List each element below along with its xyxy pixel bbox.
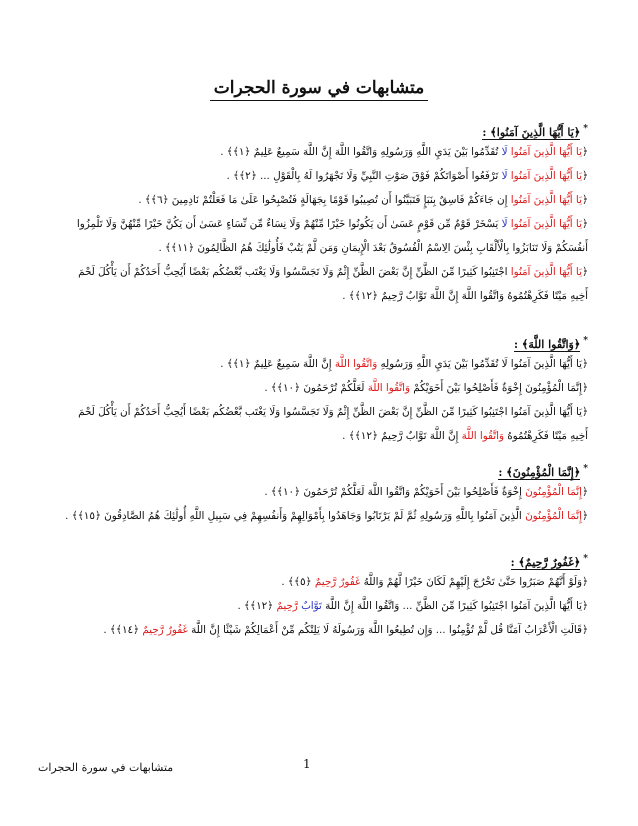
highlighted-phrase: إِنَّمَا الْمُؤْمِنُونَ (525, 486, 582, 498)
highlighted-phrase: وَاتَّقُوا اللَّهَ (461, 430, 504, 442)
section-innama-almuminun (52, 458, 588, 528)
verse-line (52, 284, 588, 308)
section-ya-ayyuha (52, 118, 588, 308)
verse-text: ﴿وَلَوْ أَنَّهُمْ صَبَرُوا حَتَّىٰ تَخْرُجَ إِلَيْهِمْ لَكَانَ خَيْرًا لَّهُمْ وَاللَّهُ (360, 576, 588, 588)
verse-line (52, 400, 588, 424)
verse-line (52, 424, 588, 448)
verse-line (52, 212, 588, 236)
section-heading (52, 118, 588, 140)
verse-text: يَسْخَرْ قَوْمٌ مِّن قَوْمٍ عَسَىٰ أَن يَكُونُوا خَيْرًا مِّنْهُمْ وَلَا نِسَاءٌ مِّن نِّسَاءٍ عَسَىٰ أَن يَكُنَّ خَيْرًا مِّنْهُنَّ وَلَا تَلْمِزُوا (76, 218, 502, 230)
page-title-text: متشابهات في سورة الحجرات (210, 78, 428, 101)
highlighted-phrase: غَفُورٌ رَّحِيمٌ (314, 576, 361, 588)
highlighted-phrase: يَا أَيُّهَا الَّذِينَ آمَنُوا (510, 146, 582, 158)
asterisk-icon: * (583, 464, 588, 474)
verse-text: ﴿ (581, 194, 588, 206)
verse-text: ﴿ (581, 486, 588, 498)
section-heading (52, 548, 588, 570)
footer-title: متشابهات في سورة الحجرات (38, 761, 174, 774)
verse-text: ﴿إِنَّمَا الْمُؤْمِنُونَ إِخْوَةٌ فَأَصْلِحُوا بَيْنَ أَخَوَيْكُمْ (409, 382, 588, 394)
verse-text: أَنفُسَكُمْ وَلَا تَنَابَزُوا بِالْأَلْقَابِ بِئْسَ الِاسْمُ الْفُسُوقُ بَعْدَ الْإِيمَانِ وَمَن لَّمْ يَتُبْ فَأُولَٰئِكَ هُمُ الظَّالِمُونَ ﴿١١﴾﴾ . (158, 242, 588, 254)
verse-line (52, 260, 588, 284)
verse-line (52, 352, 588, 376)
section-heading-text: ﴿إِنَّمَا الْمُؤْمِنُونَ﴾ : (498, 465, 581, 479)
highlighted-phrase: غَفُورٌ رَّحِيمٌ (142, 624, 188, 636)
section-heading (52, 458, 588, 480)
section-heading-text: ﴿غَفُورٌ رَّحِيمٌ﴾ : (510, 555, 581, 569)
highlighted-phrase: لَا (501, 146, 508, 158)
verse-line (52, 618, 588, 642)
verse-text: إِنَّ اللَّهَ سَمِيعٌ عَلِيمٌ ﴿١﴾﴾ . (220, 358, 335, 370)
section-heading (52, 330, 588, 352)
page-title (0, 78, 638, 98)
verse-text: اجْتَنِبُوا كَثِيرًا مِّنَ الظَّنِّ إِنَّ بَعْضَ الظَّنِّ إِثْمٌ وَلَا تَجَسَّسُوا وَلَا يَغْتَب بَّعْضُكُم بَعْضًا أَيُحِبُّ أَحَدُكُمْ أَن يَأْكُلَ لَحْمَ (78, 266, 511, 278)
highlighted-phrase: يَا أَيُّهَا الَّذِينَ آمَنُوا (510, 194, 582, 206)
verse-text: ﴿يَا أَيُّهَا الَّذِينَ آمَنُوا لَا تُقَدِّمُوا بَيْنَ يَدَيِ اللَّهِ وَرَسُولِهِ (377, 358, 588, 370)
verse-line (52, 594, 588, 618)
verse-line (52, 480, 588, 504)
asterisk-icon: * (583, 336, 588, 346)
verse-text: تَرْفَعُوا أَصْوَاتَكُمْ فَوْقَ صَوْتِ النَّبِيِّ وَلَا تَجْهَرُوا لَهُ بِالْقَوْلِ ... ﴿٢﴾﴾ . (226, 170, 502, 182)
verse-line (52, 570, 588, 594)
verse-text: الَّذِينَ آمَنُوا بِاللَّهِ وَرَسُولِهِ ثُمَّ لَمْ يَرْتَابُوا وَجَاهَدُوا بِأَمْوَالِهِمْ وَأَنفُسِهِمْ فِي سَبِيلِ اللَّهِ أُولَٰئِكَ هُمُ الصَّادِقُونَ ﴿١٥﴾﴾ . (65, 510, 526, 522)
verse-line (52, 504, 588, 528)
verse-text: ﴿٥﴾﴾ . (281, 576, 315, 588)
highlighted-phrase: رَّحِيمٌ (276, 600, 298, 612)
asterisk-icon: * (583, 554, 588, 564)
highlighted-phrase: يَا أَيُّهَا الَّذِينَ آمَنُوا (510, 218, 582, 230)
highlighted-phrase: يَا أَيُّهَا الَّذِينَ آمَنُوا (510, 170, 582, 182)
verse-text: ﴿١٤﴾﴾ . (103, 624, 143, 636)
highlighted-phrase: لَا (501, 218, 508, 230)
section-heading-text: ﴿يَا أَيُّهَا الَّذِينَ آمَنُوا﴾ : (482, 125, 581, 139)
verse-line (52, 188, 588, 212)
highlighted-phrase: تَوَّابٌ (301, 600, 322, 612)
highlighted-phrase: وَاتَّقُوا اللَّهَ (367, 382, 410, 394)
section-heading-text: ﴿وَاتَّقُوا اللَّهَ﴾ : (513, 337, 581, 351)
highlighted-phrase: يَا أَيُّهَا الَّذِينَ آمَنُوا (510, 266, 582, 278)
verse-line (52, 236, 588, 260)
highlighted-phrase: لَا (501, 170, 508, 182)
verse-line (52, 140, 588, 164)
verse-line (52, 376, 588, 400)
verse-text: ﴿يَا أَيُّهَا الَّذِينَ آمَنُوا اجْتَنِبُوا كَثِيرًا مِّنَ الظَّنِّ إِنَّ بَعْضَ الظَّنِّ إِثْمٌ وَلَا تَجَسَّسُوا وَلَا يَغْتَب بَّعْضُكُم بَعْضًا أَيُحِبُّ أَحَدُكُمْ أَن يَأْكُلَ لَحْمَ (78, 406, 588, 418)
verse-text: إِن جَاءَكُمْ فَاسِقٌ بِنَبَإٍ فَتَبَيَّنُوا أَن تُصِيبُوا قَوْمًا بِجَهَالَةٍ فَتُصْبِحُوا عَلَىٰ مَا فَعَلْتُمْ نَادِمِينَ ﴿٦﴾﴾ . (138, 194, 511, 206)
highlighted-phrase: وَاتَّقُوا اللَّهَ (334, 358, 378, 370)
section-wattaqu-allah (52, 330, 588, 448)
asterisk-icon: * (583, 124, 588, 134)
section-ghafur-rahim (52, 548, 588, 642)
verse-text: أَخِيهِ مَيْتًا فَكَرِهْتُمُوهُ وَاتَّقُوا اللَّهَ إِنَّ اللَّهَ تَوَّابٌ رَّحِيمٌ ﴿١٢﴾﴾ . (342, 290, 588, 302)
verse-text: إِخْوَةٌ فَأَصْلِحُوا بَيْنَ أَخَوَيْكُمْ وَاتَّقُوا اللَّهَ لَعَلَّكُمْ تُرْحَمُونَ ﴿١٠﴾﴾ . (264, 486, 526, 498)
verse-text: ﴿ (581, 218, 588, 230)
verse-text: ﴿ (581, 170, 588, 182)
verse-text: لَعَلَّكُمْ تُرْحَمُونَ ﴿١٠﴾﴾ . (264, 382, 368, 394)
verse-text: ﴿ (581, 266, 588, 278)
verse-text: ﴿ (581, 146, 588, 158)
verse-text: ﴿يَا أَيُّهَا الَّذِينَ آمَنُوا اجْتَنِبُوا كَثِيرًا مِّنَ الظَّنِّ ... وَاتَّقُوا اللَّهَ إِنَّ اللَّهَ (321, 600, 588, 612)
verse-line (52, 164, 588, 188)
verse-text: ﴿قَالَتِ الْأَعْرَابُ آمَنَّا قُل لَّمْ تُؤْمِنُوا ... وَإِن تُطِيعُوا اللَّهَ وَرَسُولَهُ لَا يَلِتْكُم مِّنْ أَعْمَالِكُمْ شَيْئًا إِنَّ اللَّهَ (187, 624, 588, 636)
verse-text: ﴿١٢﴾﴾ . (237, 600, 277, 612)
verse-text: إِنَّ اللَّهَ تَوَّابٌ رَّحِيمٌ ﴿١٢﴾﴾ . (342, 430, 462, 442)
page-number: 1 (303, 757, 311, 771)
verse-text: ﴿ (581, 510, 588, 522)
verse-text: تُقَدِّمُوا بَيْنَ يَدَيِ اللَّهِ وَرَسُولِهِ وَاتَّقُوا اللَّهَ إِنَّ اللَّهَ سَمِيعٌ عَلِيمٌ ﴿١﴾﴾ . (220, 146, 502, 158)
verse-text: أَخِيهِ مَيْتًا فَكَرِهْتُمُوهُ (503, 430, 588, 442)
highlighted-phrase: إِنَّمَا الْمُؤْمِنُونَ (525, 510, 582, 522)
